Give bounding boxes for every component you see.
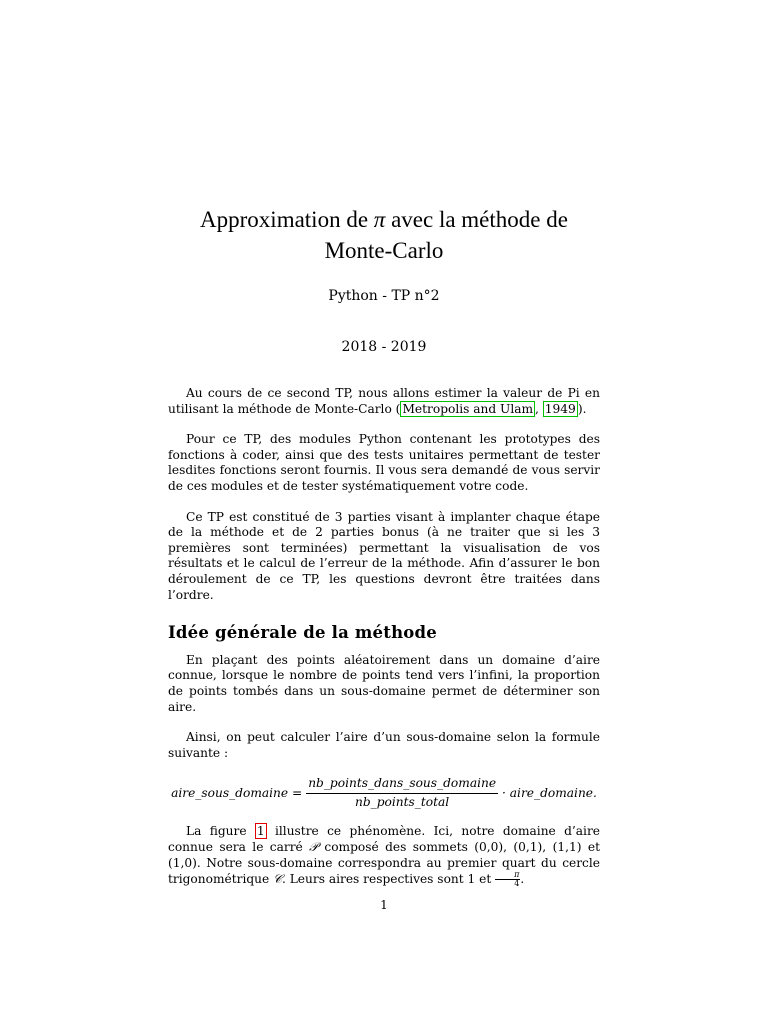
citation-separator: , [535,401,543,416]
figure-reference-number[interactable]: 1 [256,824,265,839]
formula-lhs: aire_sous_domaine = [171,785,303,800]
title-text-part1: Approximation de [200,207,374,232]
p3-text-square: composé des sommets (0,0), (0,1), (1,1) et (1,0). Notre sous-domaine correspondra au premier quart du cercle trigonométrique [168,840,600,887]
intro-paragraph-1 [168,386,600,417]
pi-symbol: π [373,207,386,232]
document-title [0,204,768,266]
pi-over-4-denominator: 4 [514,879,520,889]
section-heading: Idée générale de la méthode [168,623,437,643]
citation-year-link[interactable] [543,401,578,417]
p3-text-start: La figure [186,824,255,839]
p3-text-end: . [520,872,525,887]
section-paragraph-1: En plaçant des points aléatoirement dans un domaine d’aire connue, lorsque le nombre de points tend vers l’infini, la proportion de points tombés dans un sous-domaine permet de déterminer son aire. [168,652,600,714]
formula-numerator: nb_points_dans_sous_domaine [306,776,498,794]
formula-fraction [306,776,498,810]
citation-link[interactable] [400,401,535,417]
intro-p1-end: ). [577,401,587,416]
title-text-part2: avec la méthode de [385,207,568,232]
pi-over-4-numerator: π [495,871,520,880]
section-paragraph-2: Ainsi, on peut calculer l’aire d’un sous-domaine selon la formule suivante : [168,730,600,760]
formula-rhs: · aire_domaine. [502,785,597,800]
section-paragraph-3 [168,824,600,888]
document-subtitle: Python - TP n°2 [328,288,440,304]
document-year: 2018 - 2019 [341,339,427,355]
intro-paragraph-2: Pour ce TP, des modules Python contenant les prototypes des fonctions à coder, ainsi que des tests unitaires permettant de tester lesdites fonctions seront fournis. Il vous sera demandé de vous servir de ces modules et de tester systématiquement votre code. [168,432,600,493]
citation-year[interactable]: 1949 [544,401,576,416]
figure-reference-link[interactable] [255,823,267,839]
p3-text-middle: illustre ce phénomène. Ici, notre domaine d’aire connue sera le carré [168,824,600,855]
p3-text-circle: . Leurs aires respectives sont 1 et [281,872,496,887]
document-body [168,386,600,903]
citation-author[interactable]: Metropolis and Ulam [402,401,534,416]
intro-p1-text: Au cours de ce second TP, nous allons estimer la valeur de Pi en utilisant la méthode de Monte-Carlo ( [168,386,600,416]
area-formula [168,776,600,810]
page-number: 1 [380,898,388,912]
formula-denominator: nb_points_total [355,794,450,809]
square-symbol: 𝒫 [309,840,318,855]
intro-paragraph-3: Ce TP est constitué de 3 parties visant à implanter chaque étape de la méthode et de 2 parties bonus (à ne traiter que si les 3 premières sont terminées) permettant la visualisation de vos résultats et le calcul de l’erreur de la méthode. Afin d’assurer le bon déroulement de ce TP, les questions devront être traitées dans l’ordre. [168,509,600,602]
pi-over-4-fraction [495,871,520,888]
title-text-line2: Monte-Carlo [324,238,444,263]
circle-symbol: 𝒞 [273,872,282,887]
